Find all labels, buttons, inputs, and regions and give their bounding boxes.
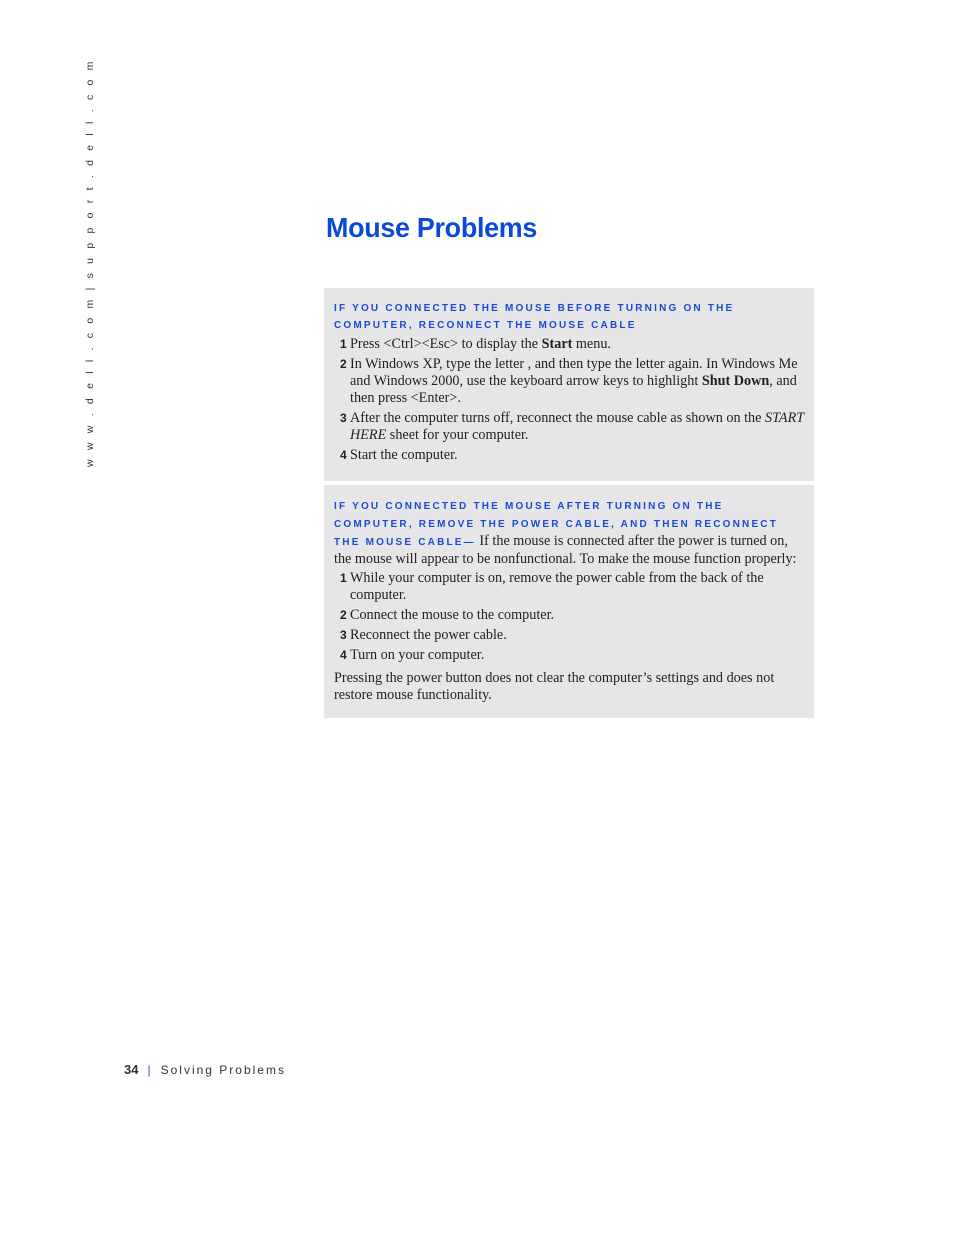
list-item: 1 Press <Ctrl><Esc> to display the Start menu.: [340, 336, 611, 352]
section-name: Solving Problems: [160, 1063, 286, 1077]
footer-separator: |: [147, 1063, 151, 1077]
list-item: 1 While your computer is on, remove the power cable from the back of the computer.: [340, 570, 764, 603]
box2-steps: [334, 570, 804, 664]
side-url: w w w . d e l l . c o m | s u p p o r t . d e l l . c o m: [84, 58, 96, 467]
troubleshoot-box-before: [324, 288, 814, 481]
page-number: 34: [124, 1062, 139, 1077]
list-item: 4 Turn on your computer.: [340, 647, 485, 663]
box2-note: Pressing the power button does not clear the computer’s settings and does not restore mouse functionality.: [334, 670, 775, 703]
list-item: 4 Start the computer.: [340, 447, 458, 463]
list-item: 3 After the computer turns off, reconnect the mouse cable as shown on the START HERE sheet for your computer.: [340, 410, 804, 443]
list-item: 3 Reconnect the power cable.: [340, 627, 507, 643]
box1-steps: [334, 336, 804, 464]
box2-heading: IF YOU CONNECTED THE MOUSE AFTER TURNING ON THE COMPUTER, REMOVE THE POWER CABLE, AND THEN RECONNECT THE MOUSE CABLE—: [334, 501, 779, 548]
page-footer: [124, 1062, 286, 1077]
list-item: 2 In Windows XP, type the letter , and then type the letter again. In Windows Me and Windows 2000, use the keyboard arrow keys to highlight Shut Down, and then press <Enter>.: [340, 356, 798, 406]
page-title: Mouse Problems: [326, 212, 538, 243]
box1-heading: IF YOU CONNECTED THE MOUSE BEFORE TURNING ON THE COMPUTER, RECONNECT THE MOUSE CABLE: [334, 303, 735, 331]
box2-intro: If the mouse is connected after the power is turned on, the mouse will appear to be nonfunctional. To make the mouse function properly:: [334, 533, 797, 567]
list-item: 2 Connect the mouse to the computer.: [340, 607, 555, 623]
troubleshoot-box-after: [324, 485, 814, 718]
box2-heading-para: [334, 497, 804, 568]
